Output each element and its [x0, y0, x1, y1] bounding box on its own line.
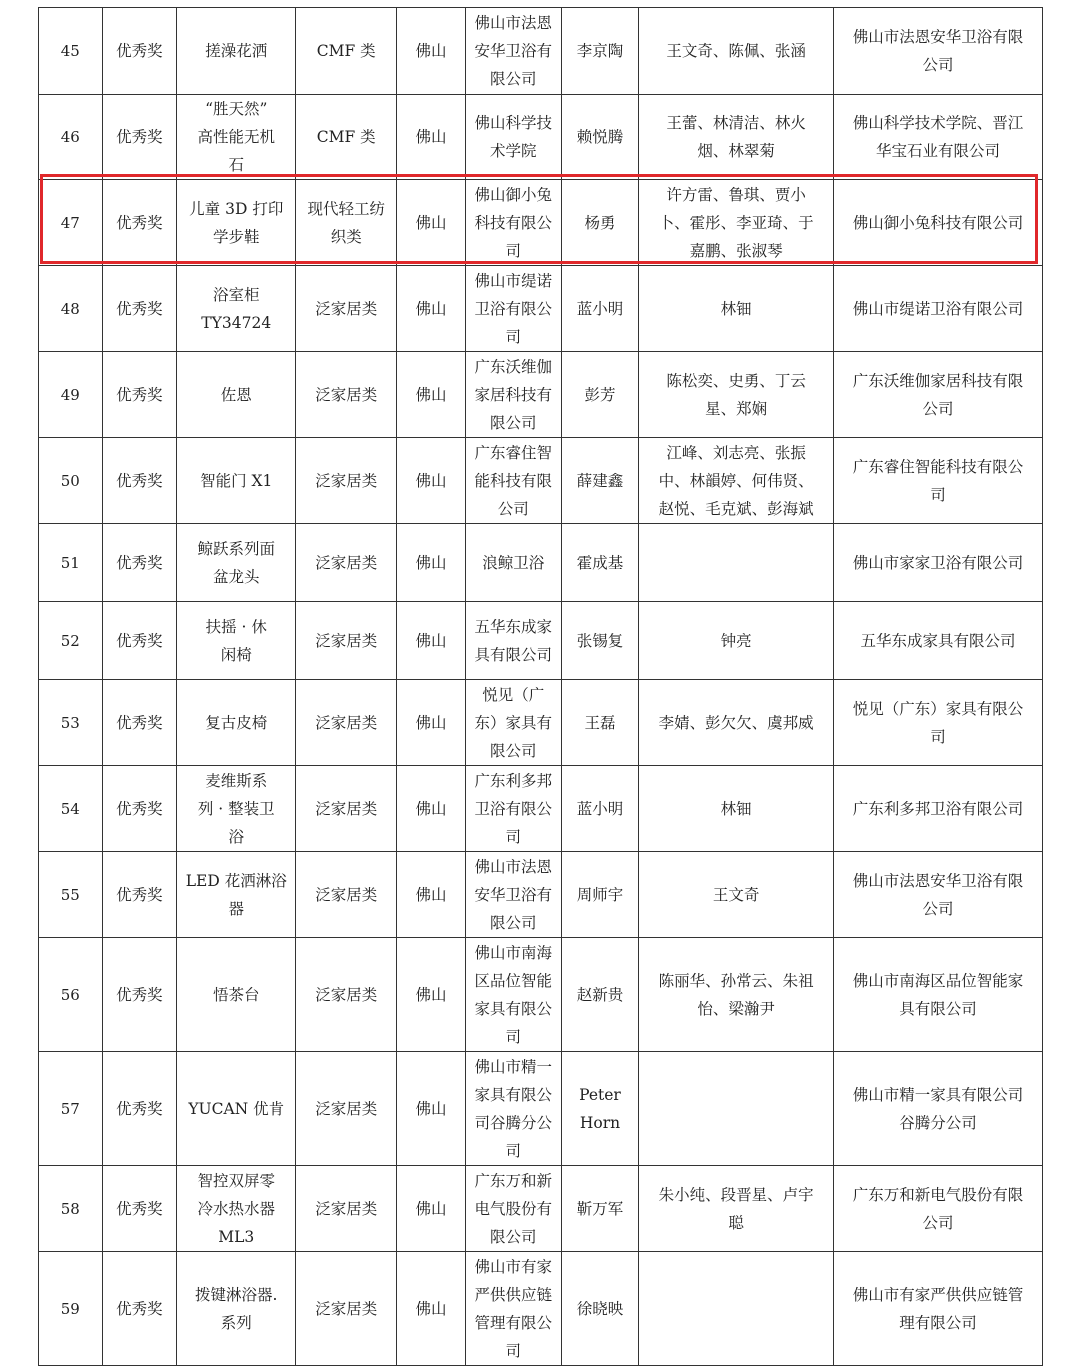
owner-company-cell: 广东利多邦卫浴有限公司 — [834, 766, 1043, 852]
team-members-cell: 王文奇、陈佩、张涵 — [639, 8, 834, 95]
team-members-cell: 林钿 — [639, 266, 834, 352]
award-cell: 优秀奖 — [102, 95, 177, 180]
team-members-cell — [639, 1052, 834, 1166]
table-row — [39, 602, 1043, 680]
company-cell: 佛山市法恩 安华卫浴有 限公司 — [465, 852, 561, 938]
category-cell: CMF 类 — [296, 8, 397, 95]
row-number: 47 — [39, 180, 103, 266]
award-cell: 优秀奖 — [102, 602, 177, 680]
owner-company-cell: 佛山御小兔科技有限公司 — [834, 180, 1043, 266]
company-cell: 浪鲸卫浴 — [465, 524, 561, 602]
owner-company-cell: 佛山市有家严供供应链管 理有限公司 — [834, 1252, 1043, 1366]
lead-designer-cell: 杨勇 — [561, 180, 639, 266]
lead-designer-cell: 靳万军 — [561, 1166, 639, 1252]
table-row — [39, 524, 1043, 602]
city-cell: 佛山 — [397, 602, 466, 680]
category-cell: 泛家居类 — [296, 524, 397, 602]
lead-designer-cell: 周师宇 — [561, 852, 639, 938]
city-cell: 佛山 — [397, 938, 466, 1052]
category-cell: 泛家居类 — [296, 438, 397, 524]
category-cell: 泛家居类 — [296, 1252, 397, 1366]
team-members-cell — [639, 1252, 834, 1366]
lead-designer-cell: 薛建鑫 — [561, 438, 639, 524]
product-name-cell: 扶摇 · 休 闲椅 — [177, 602, 296, 680]
category-cell: 泛家居类 — [296, 1052, 397, 1166]
company-cell: 广东利多邦 卫浴有限公 司 — [465, 766, 561, 852]
lead-designer-cell: 李京陶 — [561, 8, 639, 95]
team-members-cell: 钟亮 — [639, 602, 834, 680]
team-members-cell: 许方雷、鲁琪、贾小 卜、霍彤、李亚琦、于 嘉鹏、张淑琴 — [639, 180, 834, 266]
lead-designer-cell: 张锡复 — [561, 602, 639, 680]
table-row — [39, 438, 1043, 524]
award-cell: 优秀奖 — [102, 1252, 177, 1366]
product-name-cell: 拨键淋浴器. 系列 — [177, 1252, 296, 1366]
award-cell: 优秀奖 — [102, 438, 177, 524]
award-cell: 优秀奖 — [102, 1052, 177, 1166]
lead-designer-cell: 徐晓映 — [561, 1252, 639, 1366]
award-cell: 优秀奖 — [102, 938, 177, 1052]
row-number: 58 — [39, 1166, 103, 1252]
lead-designer-cell: 霍成基 — [561, 524, 639, 602]
category-cell: 泛家居类 — [296, 1166, 397, 1252]
category-cell: 泛家居类 — [296, 766, 397, 852]
row-number: 54 — [39, 766, 103, 852]
table-row — [39, 352, 1043, 438]
product-name-cell: 悟茶台 — [177, 938, 296, 1052]
team-members-cell: 王文奇 — [639, 852, 834, 938]
row-number: 57 — [39, 1052, 103, 1166]
city-cell: 佛山 — [397, 1052, 466, 1166]
product-name-cell: 儿童 3D 打印 学步鞋 — [177, 180, 296, 266]
product-name-cell: 智控双屏零 冷水热水器 ML3 — [177, 1166, 296, 1252]
lead-designer-cell: 赵新贵 — [561, 938, 639, 1052]
team-members-cell: 陈松奕、史勇、丁云 星、郑娴 — [639, 352, 834, 438]
award-cell: 优秀奖 — [102, 8, 177, 95]
company-cell: 五华东成家 具有限公司 — [465, 602, 561, 680]
award-cell: 优秀奖 — [102, 680, 177, 766]
team-members-cell: 陈丽华、孙常云、朱祖 怡、梁瀚尹 — [639, 938, 834, 1052]
product-name-cell: 搓澡花洒 — [177, 8, 296, 95]
row-number: 53 — [39, 680, 103, 766]
lead-designer-cell: 蓝小明 — [561, 766, 639, 852]
row-number: 45 — [39, 8, 103, 95]
row-number: 55 — [39, 852, 103, 938]
city-cell: 佛山 — [397, 524, 466, 602]
awards-table — [38, 7, 1043, 1366]
company-cell: 佛山市精一 家具有限公 司谷腾分公 司 — [465, 1052, 561, 1166]
table-row — [39, 766, 1043, 852]
category-cell: 泛家居类 — [296, 938, 397, 1052]
award-cell: 优秀奖 — [102, 766, 177, 852]
category-cell: 泛家居类 — [296, 266, 397, 352]
lead-designer-cell: 王磊 — [561, 680, 639, 766]
row-number: 51 — [39, 524, 103, 602]
product-name-cell: 浴室柜 TY34724 — [177, 266, 296, 352]
row-number: 48 — [39, 266, 103, 352]
company-cell: 广东万和新 电气股份有 限公司 — [465, 1166, 561, 1252]
category-cell: 泛家居类 — [296, 852, 397, 938]
city-cell: 佛山 — [397, 180, 466, 266]
team-members-cell: 林钿 — [639, 766, 834, 852]
row-number: 50 — [39, 438, 103, 524]
team-members-cell: 王蕾、林清洁、林火 烟、林翠菊 — [639, 95, 834, 180]
table-row — [39, 180, 1043, 266]
owner-company-cell: 佛山市南海区品位智能家 具有限公司 — [834, 938, 1043, 1052]
owner-company-cell: 佛山市精一家具有限公司 谷腾分公司 — [834, 1052, 1043, 1166]
table-row — [39, 938, 1043, 1052]
team-members-cell: 李婧、彭欠欠、虞邦威 — [639, 680, 834, 766]
product-name-cell: LED 花洒淋浴 器 — [177, 852, 296, 938]
award-cell: 优秀奖 — [102, 524, 177, 602]
company-cell: 广东睿住智 能科技有限 公司 — [465, 438, 561, 524]
category-cell: 泛家居类 — [296, 680, 397, 766]
owner-company-cell: 五华东成家具有限公司 — [834, 602, 1043, 680]
owner-company-cell: 广东睿住智能科技有限公 司 — [834, 438, 1043, 524]
owner-company-cell: 悦见（广东）家具有限公 司 — [834, 680, 1043, 766]
product-name-cell: YUCAN 优肯 — [177, 1052, 296, 1166]
award-cell: 优秀奖 — [102, 180, 177, 266]
company-cell: 佛山市法恩 安华卫浴有 限公司 — [465, 8, 561, 95]
city-cell: 佛山 — [397, 1166, 466, 1252]
category-cell: CMF 类 — [296, 95, 397, 180]
owner-company-cell: 佛山市法恩安华卫浴有限 公司 — [834, 852, 1043, 938]
city-cell: 佛山 — [397, 680, 466, 766]
category-cell: 现代轻工纺 织类 — [296, 180, 397, 266]
company-cell: 佛山科学技 术学院 — [465, 95, 561, 180]
company-cell: 佛山市南海 区品位智能 家具有限公 司 — [465, 938, 561, 1052]
team-members-cell: 江峰、刘志亮、张振 中、林韻婷、何伟贤、 赵悦、毛克斌、彭海斌 — [639, 438, 834, 524]
owner-company-cell: 广东沃维伽家居科技有限 公司 — [834, 352, 1043, 438]
lead-designer-cell: 彭芳 — [561, 352, 639, 438]
category-cell: 泛家居类 — [296, 602, 397, 680]
owner-company-cell: 佛山科学技术学院、晋江 华宝石业有限公司 — [834, 95, 1043, 180]
city-cell: 佛山 — [397, 766, 466, 852]
product-name-cell: 鲸跃系列面 盆龙头 — [177, 524, 296, 602]
city-cell: 佛山 — [397, 438, 466, 524]
city-cell: 佛山 — [397, 266, 466, 352]
award-cell: 优秀奖 — [102, 852, 177, 938]
table-row — [39, 680, 1043, 766]
city-cell: 佛山 — [397, 8, 466, 95]
city-cell: 佛山 — [397, 1252, 466, 1366]
row-number: 56 — [39, 938, 103, 1052]
lead-designer-cell: 赖悦腾 — [561, 95, 639, 180]
company-cell: 佛山市缇诺 卫浴有限公 司 — [465, 266, 561, 352]
team-members-cell — [639, 524, 834, 602]
product-name-cell: “胜天然” 高性能无机 石 — [177, 95, 296, 180]
owner-company-cell: 佛山市法恩安华卫浴有限 公司 — [834, 8, 1043, 95]
category-cell: 泛家居类 — [296, 352, 397, 438]
city-cell: 佛山 — [397, 352, 466, 438]
award-cell: 优秀奖 — [102, 1166, 177, 1252]
table-row — [39, 8, 1043, 95]
table-row — [39, 266, 1043, 352]
row-number: 52 — [39, 602, 103, 680]
award-cell: 优秀奖 — [102, 266, 177, 352]
company-cell: 佛山市有家 严供供应链 管理有限公 司 — [465, 1252, 561, 1366]
product-name-cell: 麦维斯系 列 · 整装卫 浴 — [177, 766, 296, 852]
company-cell: 广东沃维伽 家居科技有 限公司 — [465, 352, 561, 438]
table-row — [39, 852, 1043, 938]
owner-company-cell: 佛山市家家卫浴有限公司 — [834, 524, 1043, 602]
table-row — [39, 1052, 1043, 1166]
product-name-cell: 智能门 X1 — [177, 438, 296, 524]
company-cell: 悦见（广 东）家具有 限公司 — [465, 680, 561, 766]
product-name-cell: 佐恩 — [177, 352, 296, 438]
product-name-cell: 复古皮椅 — [177, 680, 296, 766]
owner-company-cell: 广东万和新电气股份有限 公司 — [834, 1166, 1043, 1252]
row-number: 46 — [39, 95, 103, 180]
owner-company-cell: 佛山市缇诺卫浴有限公司 — [834, 266, 1043, 352]
row-number: 49 — [39, 352, 103, 438]
city-cell: 佛山 — [397, 852, 466, 938]
award-cell: 优秀奖 — [102, 352, 177, 438]
lead-designer-cell: 蓝小明 — [561, 266, 639, 352]
company-cell: 佛山御小兔 科技有限公 司 — [465, 180, 561, 266]
team-members-cell: 朱小纯、段晋星、卢宇 聪 — [639, 1166, 834, 1252]
lead-designer-cell: Peter Horn — [561, 1052, 639, 1166]
row-number: 59 — [39, 1252, 103, 1366]
table-row — [39, 1166, 1043, 1252]
city-cell: 佛山 — [397, 95, 466, 180]
table-row — [39, 1252, 1043, 1366]
table-row — [39, 95, 1043, 180]
